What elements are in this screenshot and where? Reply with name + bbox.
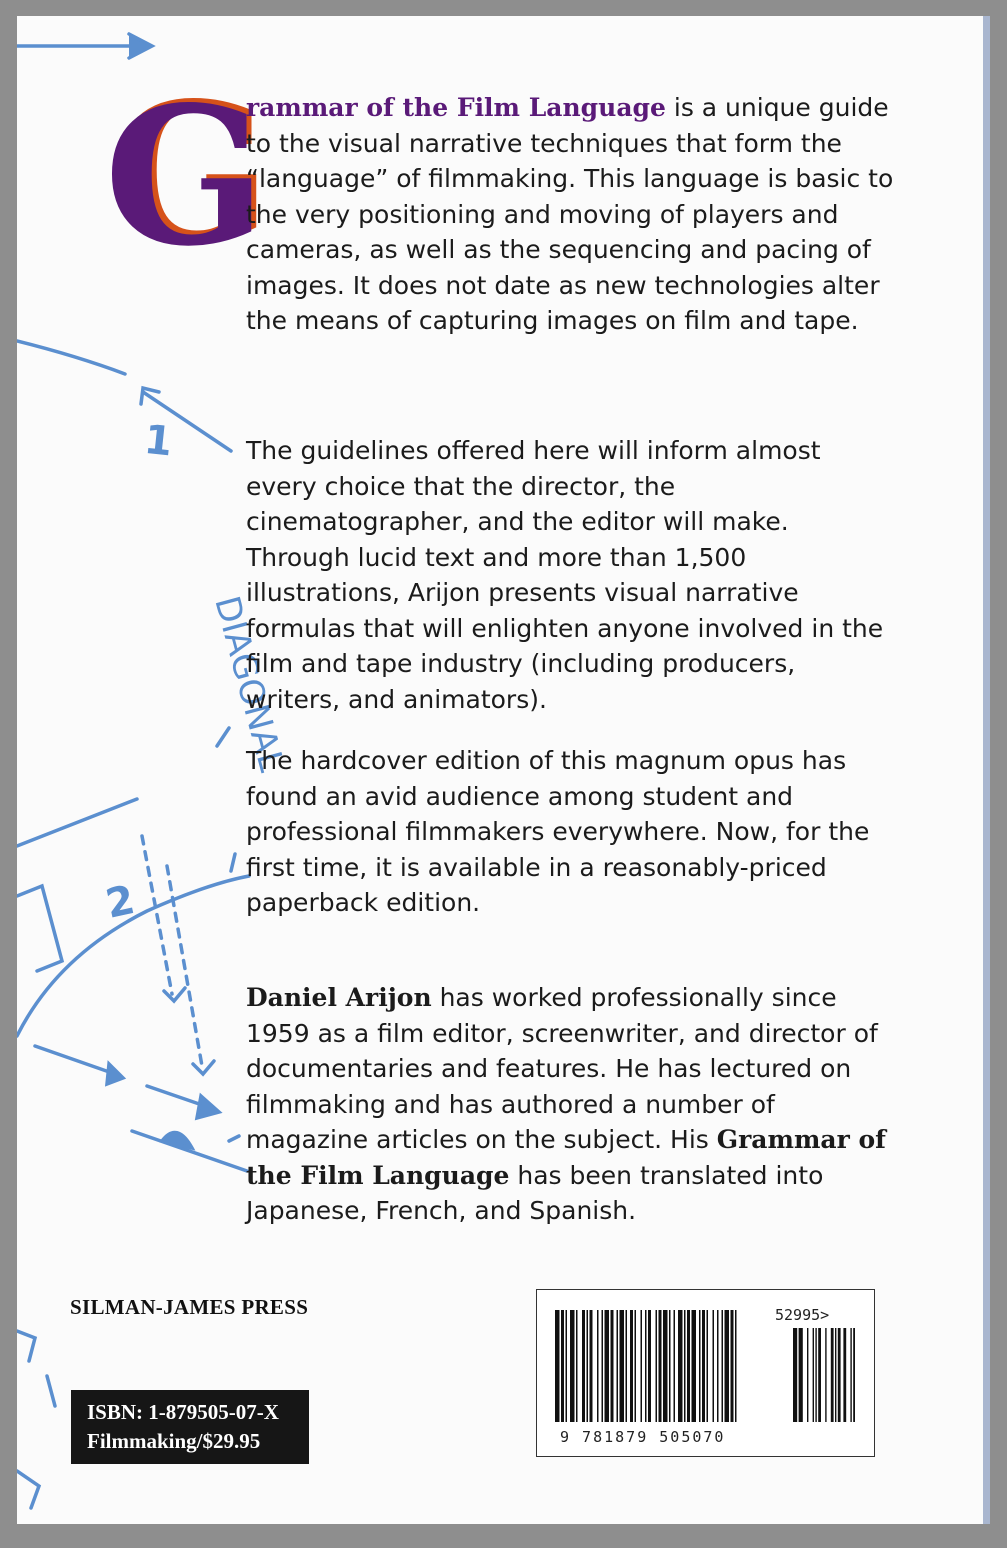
barcode-bar bbox=[576, 1310, 578, 1422]
barcode-bar bbox=[713, 1310, 715, 1422]
camera-box bbox=[17, 886, 62, 971]
barcode-addon-bar bbox=[815, 1328, 816, 1422]
barcode-addon-bar bbox=[853, 1328, 855, 1422]
barcode-number: 9 781879 505070 bbox=[560, 1428, 726, 1446]
bio-text-1: has worked professionally since 1959 as a film editor, screenwriter, and director of documentaries and features. He has lectured on filmmaking and has authored a number of magazine articles on the subject. His bbox=[246, 983, 878, 1154]
bottom-left-mark-3 bbox=[47, 1376, 55, 1406]
spine-edge bbox=[983, 16, 990, 1524]
arrow-head-a bbox=[107, 1064, 123, 1084]
barcode-bar bbox=[722, 1310, 724, 1422]
barcode-bar bbox=[555, 1310, 560, 1422]
publisher-name: SILMAN-JAMES PRESS bbox=[70, 1295, 309, 1319]
barcode-bar bbox=[687, 1310, 690, 1422]
dashed-arrow-1 bbox=[142, 836, 172, 994]
barcode-bar bbox=[582, 1310, 585, 1422]
intro-paragraph bbox=[246, 90, 896, 339]
barcode-addon-number: 52995> bbox=[775, 1306, 830, 1324]
label-1: 1 bbox=[142, 416, 175, 466]
diagonal-tick bbox=[217, 728, 229, 746]
arrow-head-b bbox=[197, 1096, 219, 1118]
drop-cap: G bbox=[104, 65, 267, 288]
diagonal-tick-2 bbox=[231, 854, 235, 871]
label-diagonal: DIAGONAL bbox=[206, 591, 292, 776]
barcode-bar bbox=[602, 1310, 604, 1422]
barcode-bar bbox=[669, 1310, 671, 1422]
label-2: 2 bbox=[101, 877, 139, 928]
isbn-line: ISBN: 1-879505-07-X bbox=[87, 1400, 279, 1424]
barcode bbox=[536, 1289, 875, 1457]
barcode-bar bbox=[707, 1310, 709, 1422]
barcode-addon-bar bbox=[825, 1328, 826, 1422]
bio-book-title: Grammar of the Film Language bbox=[246, 1125, 886, 1190]
barcode-addon-bar bbox=[807, 1328, 808, 1422]
barcode-bar bbox=[678, 1310, 683, 1422]
barcode-bar bbox=[684, 1310, 686, 1422]
barcode-bar bbox=[731, 1310, 734, 1422]
barcode-bar bbox=[674, 1310, 676, 1422]
barcode-bar bbox=[611, 1310, 614, 1422]
hardcover-text: The hardcover edition of this magnum opus has found an avid audience among student and professional filmmakers everywhere. Now, for the first time, it is available in a reasonably-priced paperback edition. bbox=[246, 746, 870, 917]
back-cover bbox=[17, 16, 983, 1524]
barcode-addon-bar bbox=[793, 1328, 797, 1422]
barcode-addon-bar bbox=[831, 1328, 834, 1422]
top-arrow-head bbox=[129, 34, 152, 58]
arc-line-lower bbox=[17, 799, 137, 846]
arrow-line-a bbox=[35, 1046, 115, 1074]
barcode-addon-bar bbox=[799, 1328, 803, 1422]
barcode-bar bbox=[620, 1310, 625, 1422]
barcode-bar bbox=[597, 1310, 599, 1422]
barcode-bar bbox=[617, 1310, 619, 1422]
barcode-addon-bar bbox=[813, 1328, 814, 1422]
barcode-bar bbox=[692, 1310, 697, 1422]
barcode-addon-bar bbox=[850, 1328, 851, 1422]
arrow-line-b bbox=[147, 1086, 205, 1106]
bottom-left-mark-2 bbox=[17, 1471, 39, 1508]
author-bio bbox=[246, 980, 896, 1229]
barcode-bar bbox=[590, 1310, 593, 1422]
barcode-bar bbox=[702, 1310, 705, 1422]
price-line: Filmmaking/$29.95 bbox=[87, 1429, 261, 1453]
barcode-addon-bar bbox=[838, 1328, 841, 1422]
barcode-bar bbox=[570, 1310, 575, 1422]
barcode-bar bbox=[561, 1310, 564, 1422]
barcode-bar bbox=[635, 1310, 637, 1422]
arc-line-1 bbox=[17, 341, 125, 374]
barcode-bar bbox=[725, 1310, 730, 1422]
barcode-addon-bar bbox=[835, 1328, 836, 1422]
barcode-addon-bar bbox=[818, 1328, 821, 1422]
camera-base-line bbox=[132, 1131, 247, 1171]
dashed-arrow-head-2 bbox=[193, 1061, 214, 1074]
barcode-bar bbox=[735, 1310, 737, 1422]
barcode-bar bbox=[566, 1310, 568, 1422]
barcode-bar bbox=[605, 1310, 610, 1422]
barcode-bar bbox=[641, 1310, 643, 1422]
barcode-bar bbox=[659, 1310, 662, 1422]
bio-text-2: has been translated into Japanese, French, and Spanish. bbox=[246, 1160, 824, 1225]
barcode-bar bbox=[626, 1310, 628, 1422]
barcode-bar bbox=[663, 1310, 668, 1422]
guidelines-paragraph bbox=[246, 433, 896, 717]
camera-dome bbox=[162, 1132, 192, 1148]
barcode-addon-bar bbox=[843, 1328, 846, 1422]
barcode-bar bbox=[717, 1310, 719, 1422]
barcode-bar bbox=[699, 1310, 701, 1422]
dashed-arrow-head-1 bbox=[164, 988, 185, 1001]
hardcover-paragraph bbox=[246, 743, 896, 921]
small-tick bbox=[229, 1136, 239, 1141]
book-title-highlight: rammar of the Film Language bbox=[246, 93, 666, 122]
isbn-box bbox=[71, 1390, 309, 1464]
barcode-bar bbox=[656, 1310, 658, 1422]
bottom-left-mark-1 bbox=[17, 1331, 35, 1361]
guidelines-text: The guidelines offered here will inform almost every choice that the director, the cinematographer, and the editor will make. Through lucid text and more than 1,500 illustrations, Arijon presents visual narrative formulas that will enlighten anyone involved in the film and tape industry (including producers, writers, and animators). bbox=[246, 436, 884, 714]
barcode-bar bbox=[587, 1310, 589, 1422]
barcode-bar bbox=[645, 1310, 647, 1422]
author-name: Daniel Arijon bbox=[246, 983, 432, 1012]
barcode-bar bbox=[630, 1310, 633, 1422]
barcode-bars bbox=[555, 1310, 855, 1428]
intro-text: is a unique guide to the visual narrative techniques that form the “language” of filmmaking. This language is basic to the very positioning and moving of players and cameras, as well as the sequencing and pacing of images. It does not date as new technologies alter the means of capturing images on film and tape. bbox=[246, 93, 894, 335]
barcode-bar bbox=[648, 1310, 651, 1422]
